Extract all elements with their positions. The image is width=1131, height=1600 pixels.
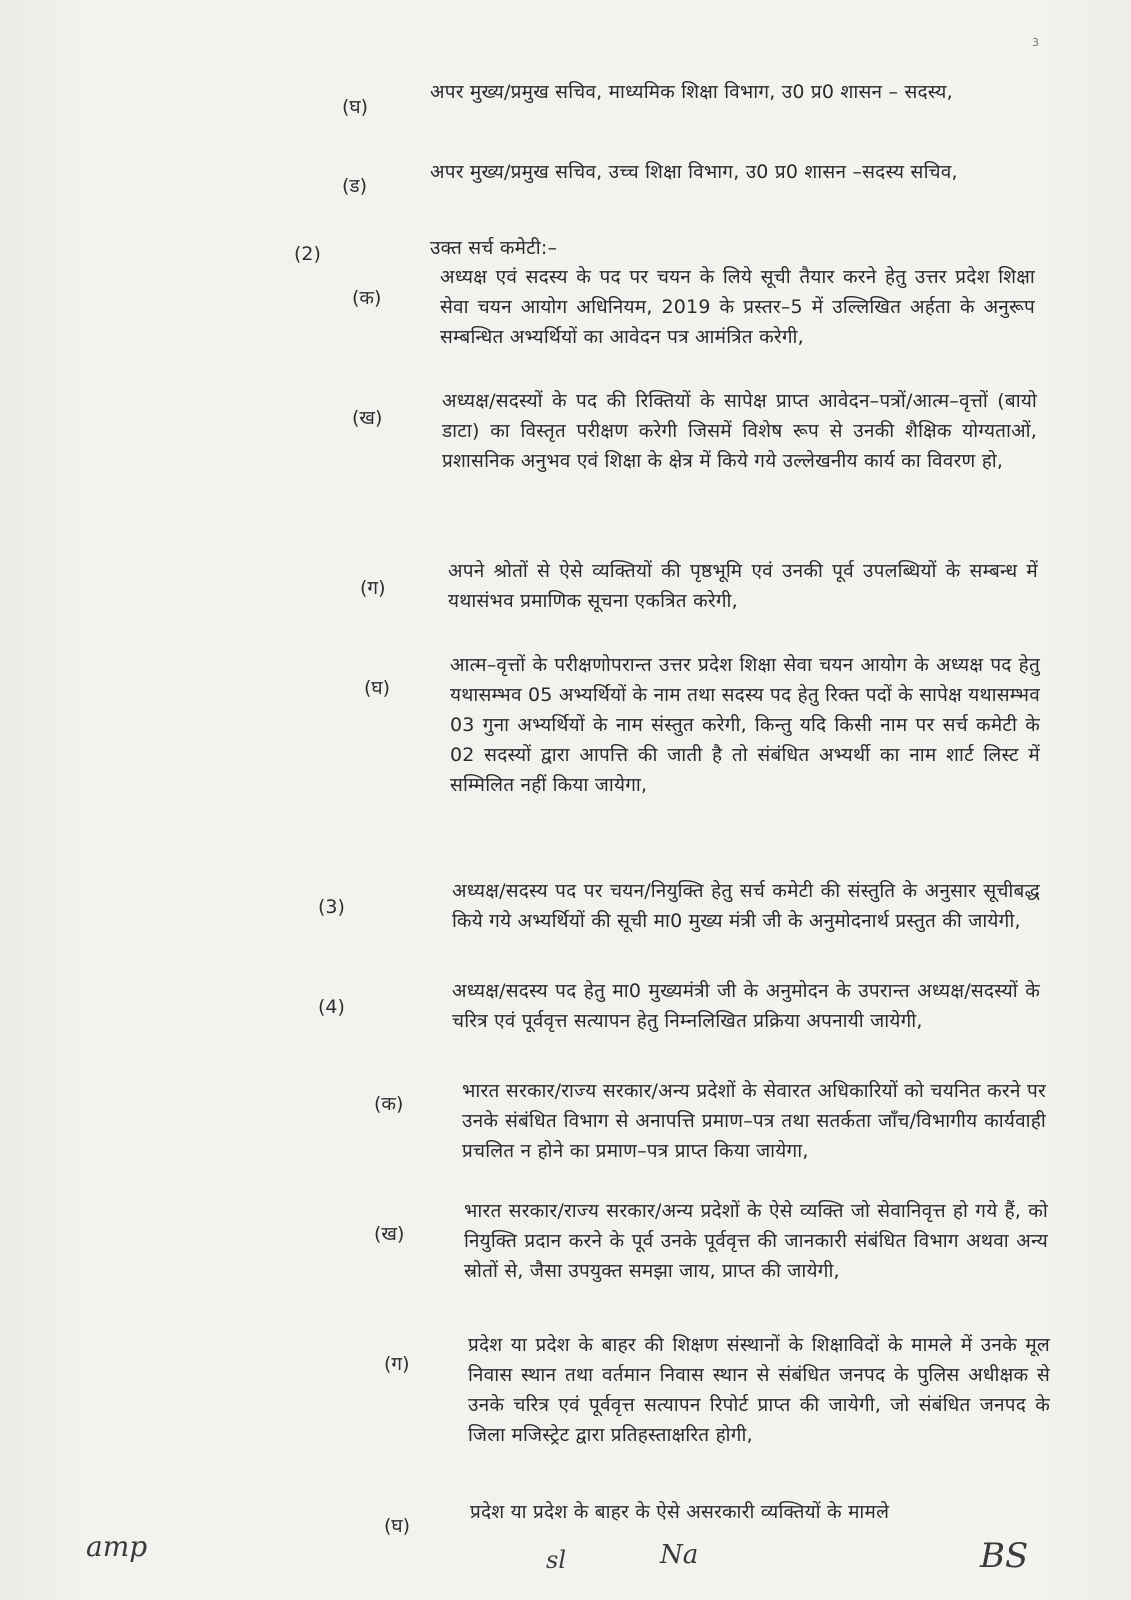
signature-4: BS — [980, 1536, 1029, 1576]
item-marker: (घ) — [384, 1515, 411, 1537]
item-marker: (4) — [318, 996, 345, 1018]
item-marker: (ख) — [374, 1223, 405, 1245]
item-marker: (ग) — [360, 577, 386, 599]
item-marker: (3) — [318, 896, 345, 918]
item-marker: (क) — [374, 1093, 404, 1115]
item-text: अध्यक्ष/सदस्यों के पद की रिक्तियों के सापेक्ष प्राप्त आवेदन–पत्रों/आत्म–वृत्तों (बायो डाटा) का विस्तृत परीक्षण करेगी जिसमें विशेष रूप से उनकी शैक्षिक योग्यताओं, प्रशासनिक अनुभव एवं शिक्षा के क्षेत्र में किये गये उल्लेखनीय कार्य का विवरण हो, — [442, 390, 1037, 472]
item-marker: (ड) — [342, 175, 367, 197]
item-marker: (ख) — [352, 407, 383, 429]
signature-2: sl — [546, 1546, 566, 1574]
item-text: अध्यक्ष/सदस्य पद पर चयन/नियुक्ति हेतु सर्च कमेटी की संस्तुति के अनुसार सूचीबद्ध किये गये अभ्यर्थियों की सूची मा0 मुख्य मंत्री जी के अनुमोदनार्थ प्रस्तुत की जायेगी, — [452, 880, 1040, 932]
item-text: उक्त सर्च कमेटी:– — [430, 237, 558, 259]
item-text: प्रदेश या प्रदेश के बाहर के ऐसे असरकारी व्यक्तियों के मामले — [470, 1501, 890, 1523]
item-marker: (ग) — [384, 1353, 410, 1375]
signature-3: Na — [660, 1540, 699, 1570]
item-text: अपने श्रोतों से ऐसे व्यक्तियों की पृष्ठभूमि एवं उनकी पूर्व उपलब्धियों के सम्बन्ध में यथासंभव प्रमाणिक सूचना एकत्रित करेगी, — [448, 560, 1038, 612]
signature-1: amp — [86, 1530, 148, 1563]
item-text: प्रदेश या प्रदेश के बाहर की शिक्षण संस्थानों के शिक्षाविदों के मामले में उनके मूल निवास स्थान तथा वर्तमान निवास स्थान से संबंधित जनपद के पुलिस अधीक्षक से उनके चरित्र एवं पूर्ववृत्त सत्यापन रिपोर्ट प्राप्त की जायेगी, जो संबंधित जनपद के जिला मजिस्ट्रेट द्वारा प्रतिहस्ताक्षरित होगी, — [468, 1334, 1050, 1446]
item-text: आत्म–वृत्तों के परीक्षणोपरान्त उत्तर प्रदेश शिक्षा सेवा चयन आयोग के अध्यक्ष पद हेतु यथासम्भव 05 अभ्यर्थियों के नाम तथा सदस्य पद हेतु रिक्त पदों के सापेक्ष यथासम्भव 03 गुना अभ्यर्थियों के नाम संस्तुत करेगी, किन्तु यदि किसी नाम पर सर्च कमेटी के 02 सदस्यों द्वारा आपत्ति की जाती है तो संबंधित अभ्यर्थी का नाम शार्ट लिस्ट में सम्मिलित नहीं किया जायेगा, — [450, 654, 1040, 796]
page-number: 3 — [1032, 36, 1039, 49]
item-text: अध्यक्ष एवं सदस्य के पद पर चयन के लिये सूची तैयार करने हेतु उत्तर प्रदेश शिक्षा सेवा चयन आयोग अधिनियम, 2019 के प्रस्तर–5 में उल्लिखित अर्हता के अनुरूप सम्बन्धित अभ्यर्थियों का आवेदन पत्र आमंत्रित करेगी, — [440, 266, 1035, 348]
item-text: भारत सरकार/राज्य सरकार/अन्य प्रदेशों के सेवारत अधिकारियों को चयनित करने पर उनके संबंधित विभाग से अनापत्ति प्रमाण–पत्र तथा सतर्कता जाँच/विभागीय कार्यवाही प्रचलित न होने का प्रमाण–पत्र प्राप्त किया जायेगा, — [462, 1080, 1046, 1162]
item-marker: (क) — [352, 287, 382, 309]
item-marker: (घ) — [342, 96, 369, 118]
item-text: अपर मुख्य/प्रमुख सचिव, उच्च शिक्षा विभाग, उ0 प्र0 शासन –सदस्य सचिव, — [430, 161, 958, 183]
item-marker: (घ) — [364, 677, 391, 699]
item-marker: (2) — [294, 243, 321, 265]
item-text: अपर मुख्य/प्रमुख सचिव, माध्यमिक शिक्षा विभाग, उ0 प्र0 शासन – सदस्य, — [430, 81, 953, 103]
item-text: अध्यक्ष/सदस्य पद हेतु मा0 मुख्यमंत्री जी के अनुमोदन के उपरान्त अध्यक्ष/सदस्यों के चरित्र एवं पूर्ववृत्त सत्यापन हेतु निम्नलिखित प्रक्रिया अपनायी जायेगी, — [452, 980, 1040, 1032]
item-text: भारत सरकार/राज्य सरकार/अन्य प्रदेशों के ऐसे व्यक्ति जो सेवानिवृत्त हो गये हैं, को नियुक्ति प्रदान करने के पूर्व उनके पूर्ववृत्त की जानकारी संबंधित विभाग अथवा अन्य स्रोतों से, जैसा उपयुक्त समझा जाय, प्राप्त की जायेगी, — [464, 1200, 1048, 1282]
